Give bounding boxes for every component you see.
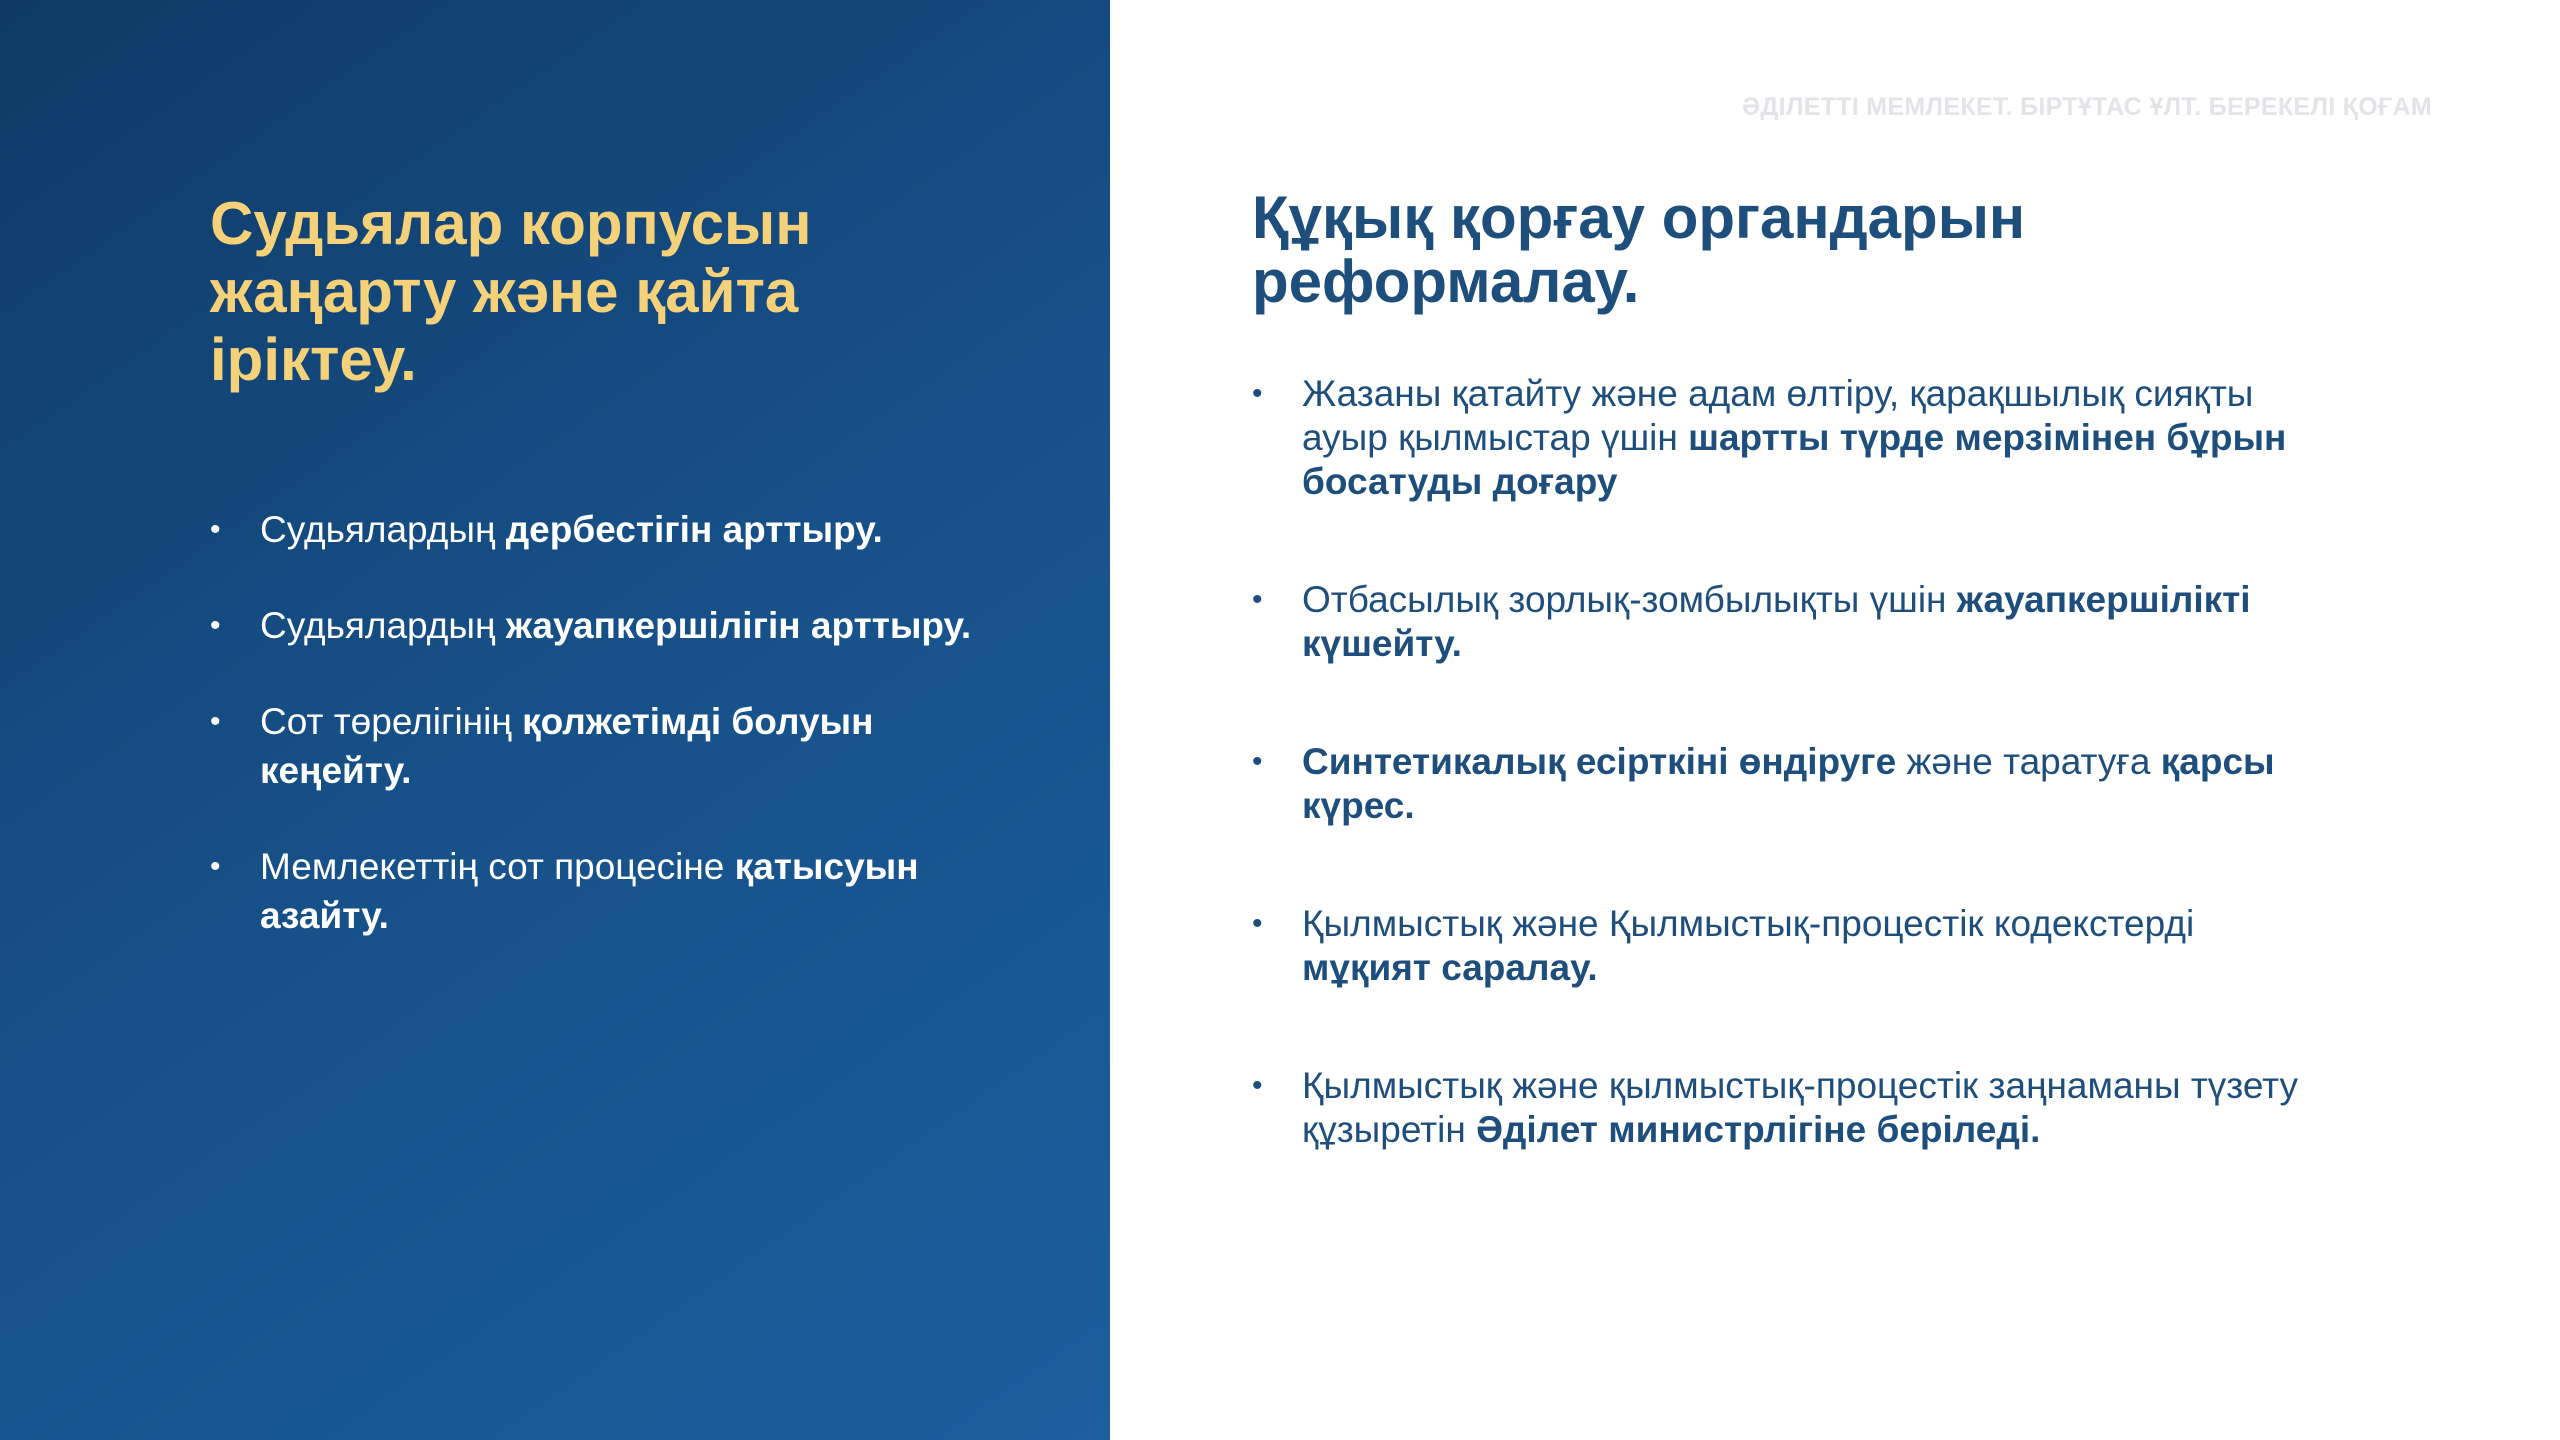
item-bold-text: жауапкершілікті күшейту. — [1302, 579, 2251, 664]
left-panel — [0, 0, 1110, 1440]
left-title: Судьялар корпусын жаңарту және қайта іріктеу. — [210, 190, 812, 393]
item-text: Отбасылық зорлық-зомбылықты үшін — [1302, 579, 1957, 620]
list-item — [1252, 1064, 2312, 1152]
bullet-icon: • — [1252, 377, 1263, 410]
item-bold-text: Синтетикалық есірткіні өндіруге — [1302, 741, 1897, 782]
list-item — [210, 601, 1010, 650]
bullet-icon: • — [1252, 745, 1263, 778]
bullet-icon: • — [1252, 907, 1263, 940]
item-text: Мемлекеттің сот процесіне — [260, 846, 735, 887]
item-text: Судьялардың — [260, 509, 506, 550]
item-text: Сот төрелігінің — [260, 701, 523, 742]
bullet-icon: • — [1252, 583, 1263, 616]
item-bold-text: дербестігін арттыру. — [505, 509, 883, 550]
item-bold-text: қолжетімді болуын кеңейту. — [260, 701, 874, 791]
item-text: Судьялардың — [260, 605, 506, 646]
item-bold-text: қатысуын азайту. — [260, 846, 919, 936]
item-bold-text: Әділет министрлігіне беріледі. — [1476, 1109, 2041, 1150]
list-item — [1252, 372, 2312, 504]
item-text: Қылмыстық және қылмыстық-процестік заңнаманы түзету құзыретін — [1302, 1065, 2299, 1150]
left-bullet-list — [210, 505, 1010, 987]
item-bold-text: шартты түрде мерзімінен бұрын босатуды доғару — [1302, 417, 2287, 502]
item-text: Жазаны қатайту және адам өлтіру, қарақшылық сияқты ауыр қылмыстар үшін — [1302, 373, 2254, 458]
right-bullet-list — [1252, 372, 2312, 1152]
item-bold-text: жауапкершілігін арттыру. — [505, 605, 972, 646]
list-item — [1252, 902, 2312, 990]
item-text: және таратуға — [1896, 741, 2161, 782]
list-item — [210, 697, 1010, 795]
list-item — [1252, 740, 2312, 828]
bullet-icon: • — [210, 850, 221, 883]
list-item — [210, 842, 1010, 940]
item-bold-text: мұқият саралау. — [1302, 947, 1598, 988]
bullet-icon: • — [1252, 1069, 1263, 1102]
item-text: Қылмыстық және Қылмыстық-процестік кодекстерді — [1302, 903, 2195, 944]
list-item — [1252, 578, 2312, 666]
right-title: Құқық қорғау органдарын реформалау. — [1252, 184, 2026, 315]
bullet-icon: • — [210, 513, 221, 546]
list-item — [210, 505, 1010, 554]
header-tagline: ӘДІЛЕТТІ МЕМЛЕКЕТ. БІРТҰТАС ҰЛТ. БЕРЕКЕЛІ ҚОҒАМ — [1742, 93, 2432, 121]
item-bold-text: қарсы күрес. — [1302, 741, 2275, 826]
bullet-icon: • — [210, 705, 221, 738]
bullet-icon: • — [210, 609, 221, 642]
